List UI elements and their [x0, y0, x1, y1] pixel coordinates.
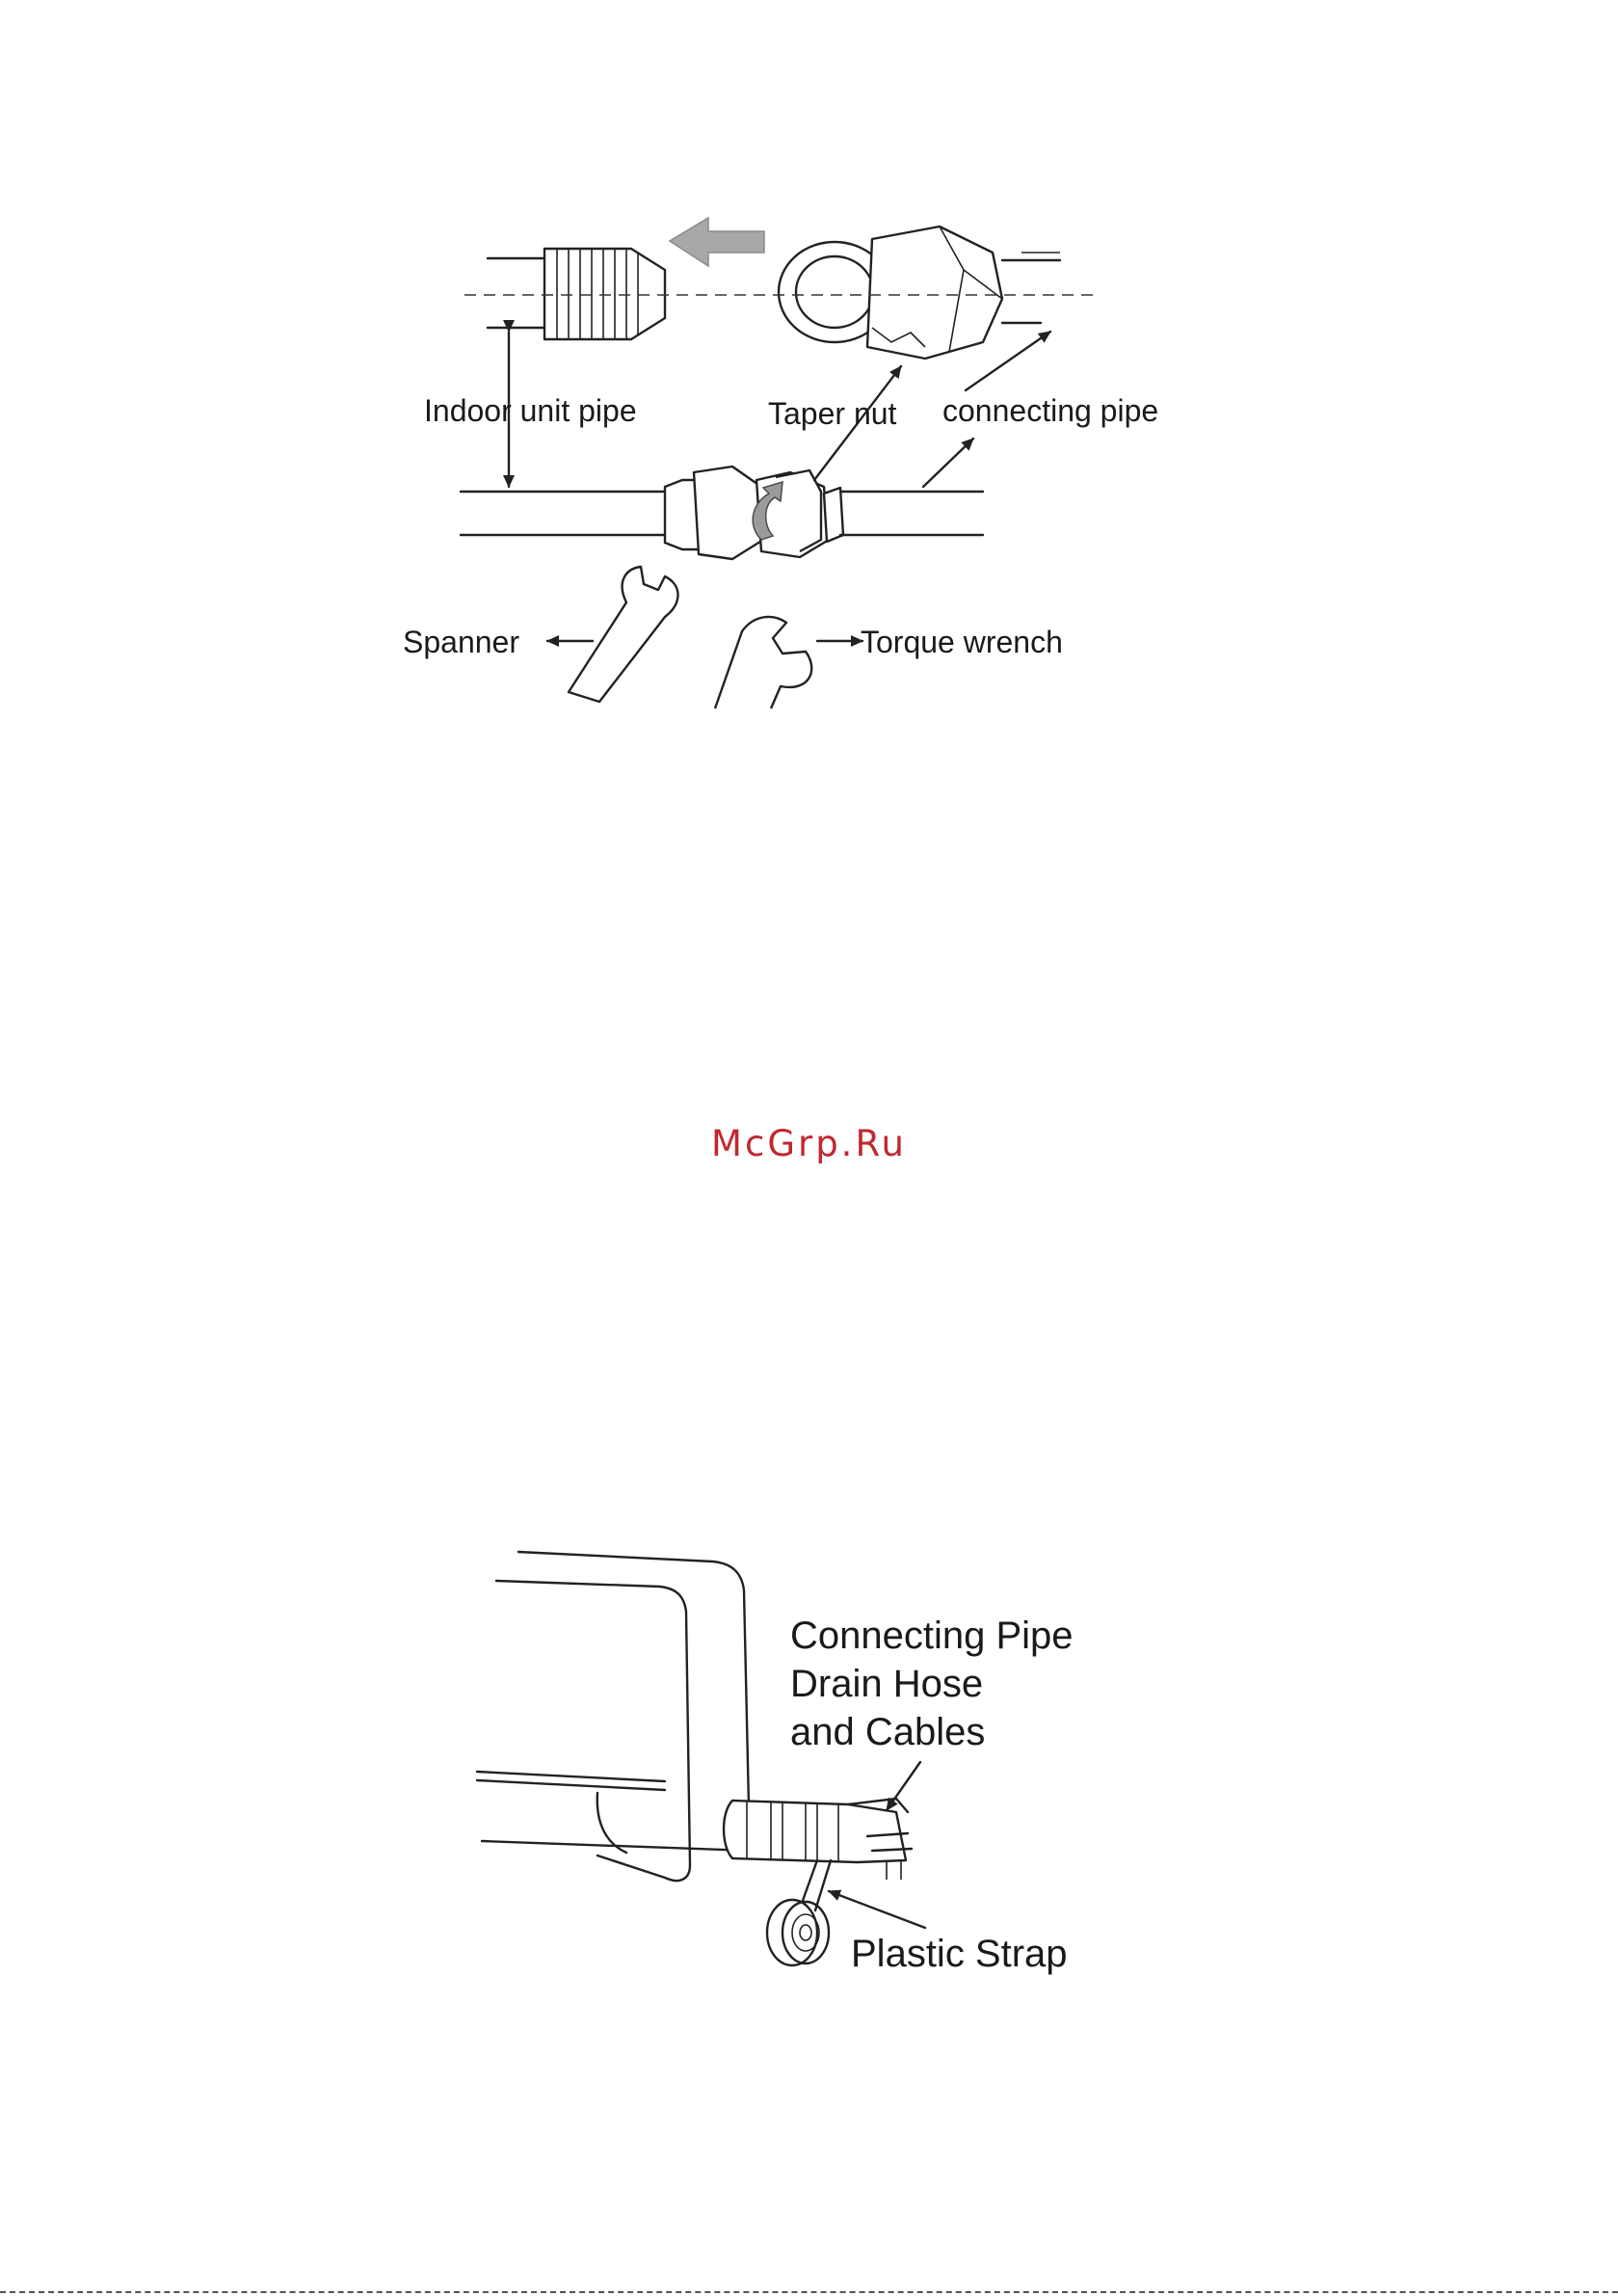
label-connecting-pipe-line2: Drain Hose	[790, 1663, 984, 1705]
pipe-assembly-lower	[461, 467, 983, 559]
indoor-unit-body	[477, 1552, 750, 1881]
pipe-bundling-figure	[477, 1552, 1074, 1975]
label-taper-nut: Taper nut	[768, 396, 897, 431]
plastic-strap-roll	[767, 1860, 831, 1965]
label-connecting-pipe-line1: Connecting Pipe	[790, 1615, 1074, 1657]
taper-nut-upper	[779, 227, 1060, 359]
label-connecting-pipe-line3: and Cables	[790, 1711, 986, 1753]
label-torque-wrench: Torque wrench	[861, 625, 1063, 659]
label-connecting-pipe: connecting pipe	[942, 393, 1159, 428]
page-bottom-edge	[0, 2291, 1618, 2296]
push-direction-arrow	[670, 218, 764, 266]
torque-wrench-tool	[715, 617, 811, 708]
watermark: McGrp.Ru	[711, 1123, 907, 1164]
label-indoor-unit-pipe: Indoor unit pipe	[424, 393, 637, 428]
pipe-bundle	[724, 1799, 912, 1880]
indoor-pipe-upper	[488, 249, 665, 339]
label-plastic-strap: Plastic Strap	[851, 1933, 1068, 1975]
pipe-connection-figure	[403, 218, 1158, 708]
spanner-tool	[569, 567, 678, 702]
label-spanner: Spanner	[403, 625, 519, 659]
